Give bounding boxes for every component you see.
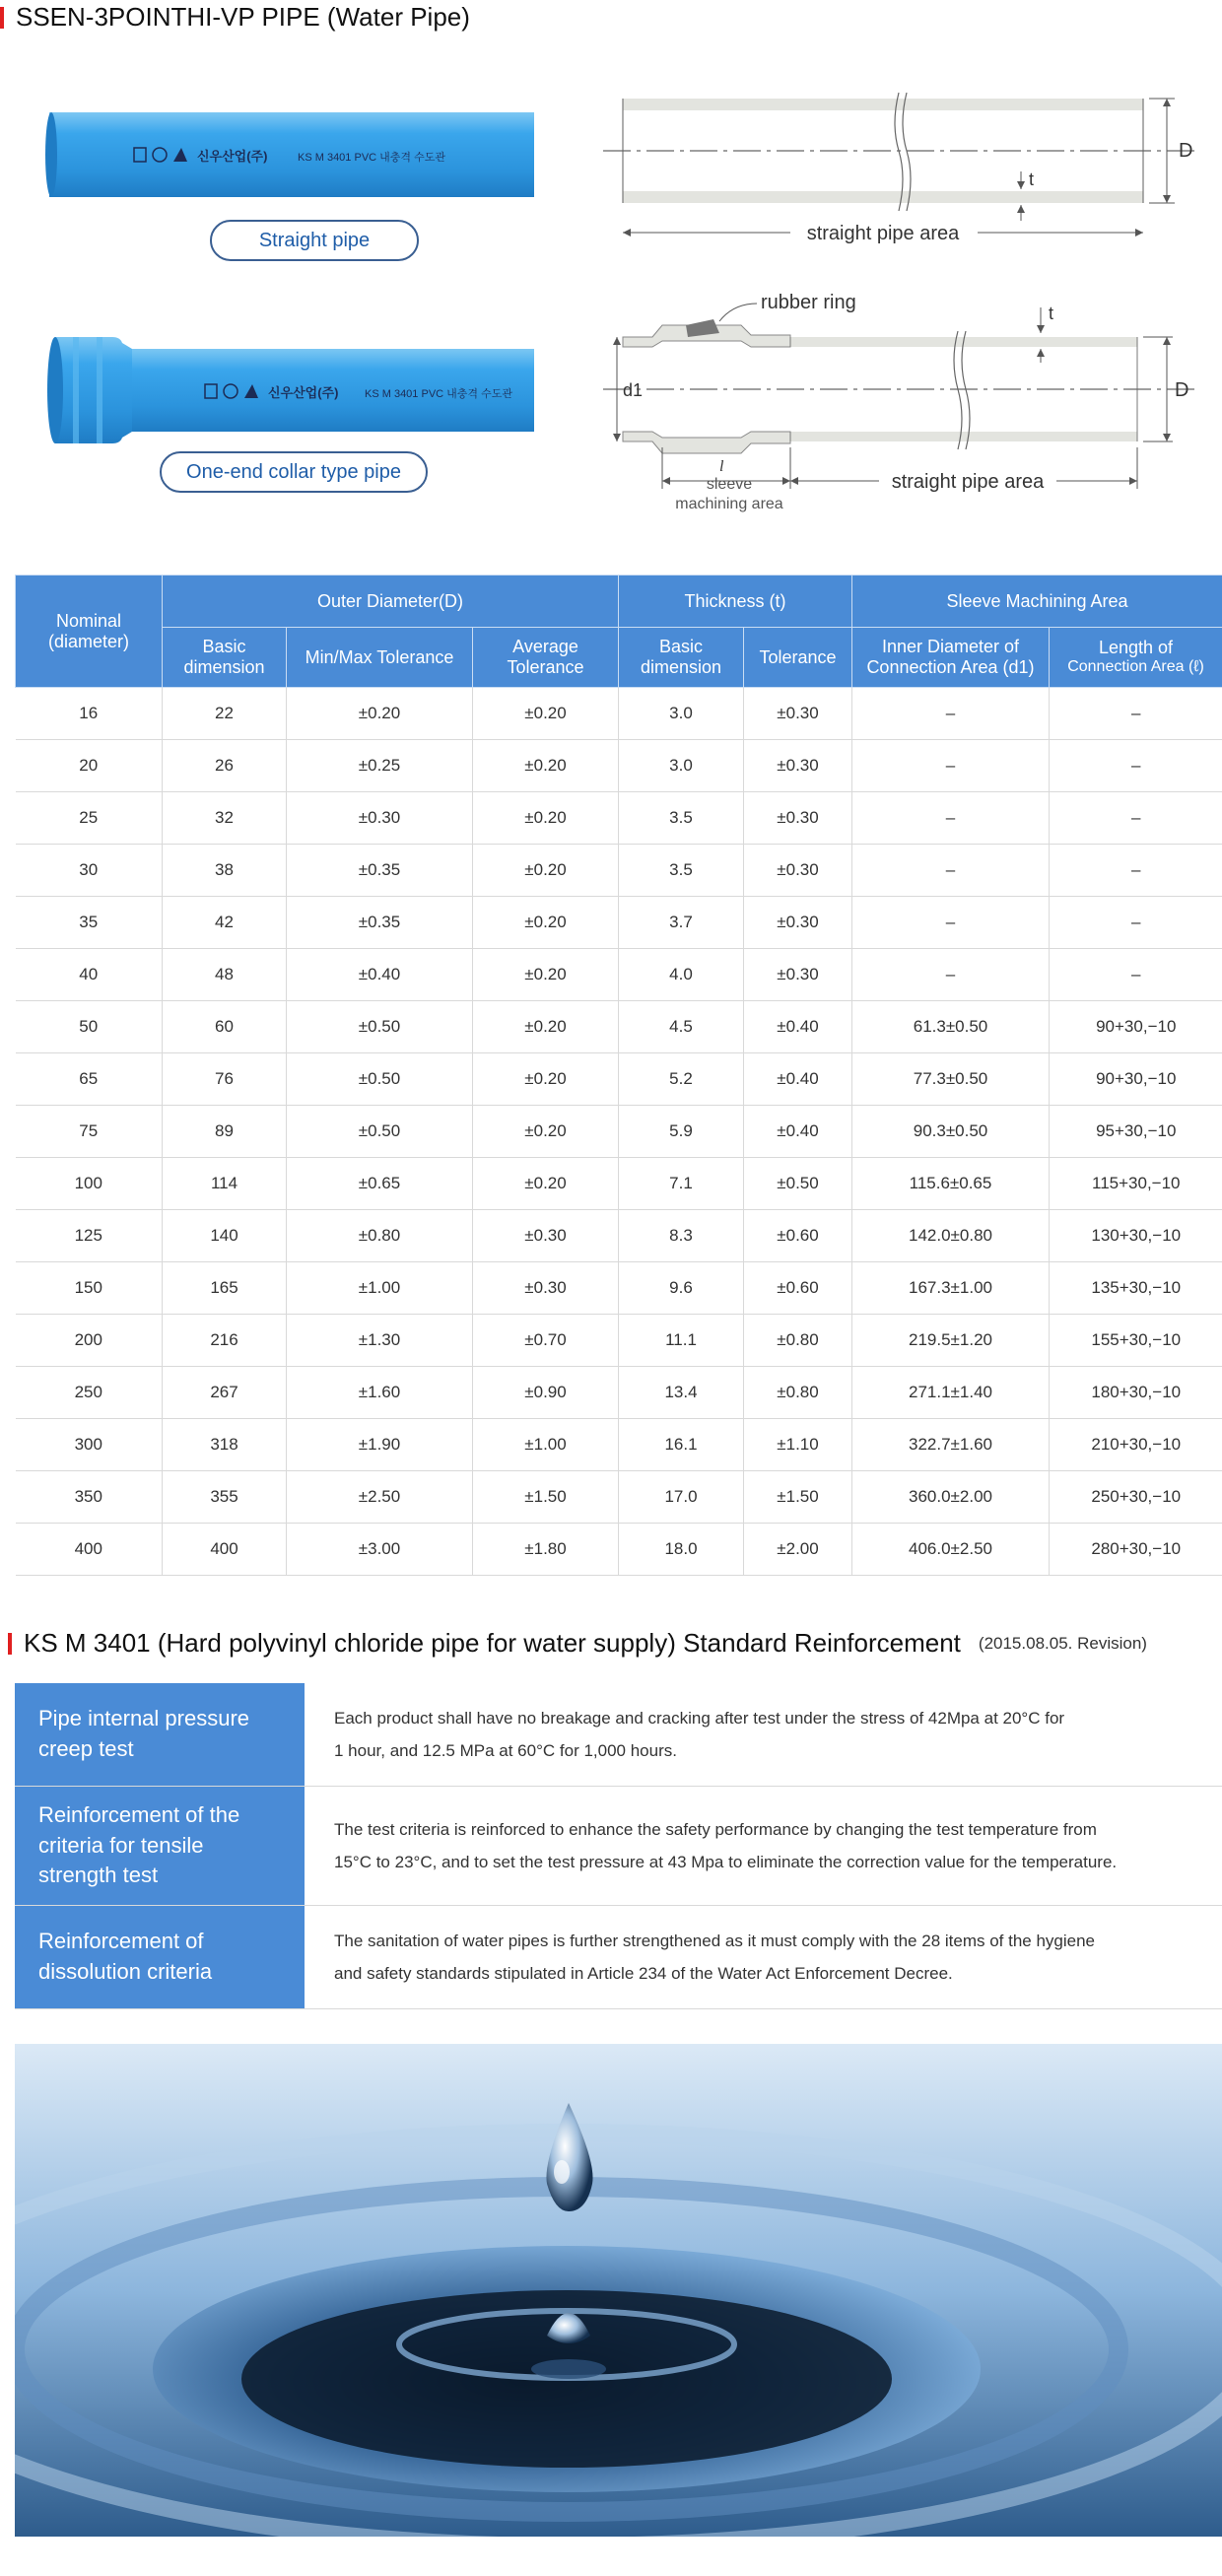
table-cell: 20: [16, 740, 163, 792]
table-cell: 50: [16, 1001, 163, 1053]
table-cell: 38: [163, 845, 287, 897]
collar-pipe-label: [160, 451, 428, 493]
table-cell: 95+30,−10: [1050, 1106, 1222, 1158]
table-cell: –: [1050, 740, 1222, 792]
table-cell: ±0.30: [473, 1262, 619, 1315]
collar-pipe-label-text: One-end collar type pipe: [186, 460, 401, 483]
table-cell: 26: [163, 740, 287, 792]
table-cell: ±1.00: [473, 1419, 619, 1471]
table-cell: ±0.30: [744, 688, 852, 740]
table-cell: 65: [16, 1053, 163, 1106]
table-row: [16, 1367, 1222, 1419]
table-cell: ±0.40: [744, 1106, 852, 1158]
table-cell: 77.3±0.50: [852, 1053, 1050, 1106]
table-cell: 114: [163, 1158, 287, 1210]
table-cell: 11.1: [619, 1315, 744, 1367]
table-row: [16, 688, 1222, 740]
reinforcement-head: [15, 1787, 305, 1905]
table-cell: 61.3±0.50: [852, 1001, 1050, 1053]
table-cell: 3.5: [619, 792, 744, 845]
table-cell: ±0.20: [473, 1158, 619, 1210]
straight-pipe-label: [210, 220, 419, 261]
table-cell: ±0.20: [473, 740, 619, 792]
rubber-ring-label: rubber ring: [761, 292, 856, 313]
table-cell: 150: [16, 1262, 163, 1315]
diagram2-dim-t: t: [1049, 304, 1054, 323]
table-cell: –: [1050, 897, 1222, 949]
table-cell: 48: [163, 949, 287, 1001]
header-length-line2: Connection Area (ℓ): [1067, 658, 1204, 676]
reinforcement-body-line2: 1 hour, and 12.5 MPa at 60°C for 1,000 hours.: [334, 1741, 677, 1760]
reinforcement-head-line2: creep test: [38, 1736, 134, 1761]
reinforcement-head-line1: Reinforcement of: [38, 1929, 204, 1954]
table-cell: –: [852, 845, 1050, 897]
reinforcement-head-line1: Reinforcement of the: [38, 1801, 240, 1827]
table-cell: 42: [163, 897, 287, 949]
header-avg-line1: Average: [512, 637, 578, 657]
reinforcement-body: [305, 1787, 1222, 1905]
table-row: [16, 1524, 1222, 1576]
table-cell: 280+30,−10: [1050, 1524, 1222, 1576]
table-cell: 3.5: [619, 845, 744, 897]
spec-table-body: [16, 688, 1222, 1576]
table-cell: ±0.60: [744, 1210, 852, 1262]
table-cell: 90.3±0.50: [852, 1106, 1050, 1158]
table-cell: 267: [163, 1367, 287, 1419]
table-cell: ±0.30: [744, 897, 852, 949]
table-cell: ±0.20: [287, 688, 473, 740]
table-cell: ±0.70: [473, 1315, 619, 1367]
table-cell: 60: [163, 1001, 287, 1053]
reinforcement-body: [305, 1683, 1222, 1786]
table-cell: 115.6±0.65: [852, 1158, 1050, 1210]
section-title-standard: [8, 1628, 1147, 1659]
table-cell: ±2.50: [287, 1471, 473, 1524]
table-cell: 125: [16, 1210, 163, 1262]
table-cell: 16.1: [619, 1419, 744, 1471]
table-cell: ±0.30: [744, 949, 852, 1001]
diagram1-dim-t: t: [1029, 169, 1035, 189]
table-cell: 271.1±1.40: [852, 1367, 1050, 1419]
table-cell: 75: [16, 1106, 163, 1158]
table-cell: 8.3: [619, 1210, 744, 1262]
header-basic-line2: dimension: [183, 657, 265, 677]
table-cell: ±0.80: [744, 1367, 852, 1419]
table-cell: 13.4: [619, 1367, 744, 1419]
table-row: [16, 1419, 1222, 1471]
table-cell: –: [1050, 845, 1222, 897]
table-cell: 90+30,−10: [1050, 1053, 1222, 1106]
table-cell: 5.9: [619, 1106, 744, 1158]
table-cell: 200: [16, 1315, 163, 1367]
table-cell: 30: [16, 845, 163, 897]
table-cell: 250+30,−10: [1050, 1471, 1222, 1524]
header-avg-line2: Tolerance: [507, 657, 584, 677]
table-cell: 300: [16, 1419, 163, 1471]
table-cell: 180+30,−10: [1050, 1367, 1222, 1419]
collar-pipe-image: [43, 331, 540, 449]
table-cell: 35: [16, 897, 163, 949]
diagram1-area-label: straight pipe area: [806, 223, 960, 244]
table-cell: 167.3±1.00: [852, 1262, 1050, 1315]
table-cell: 250: [16, 1367, 163, 1419]
section2-revision: (2015.08.05. Revision): [978, 1633, 1147, 1653]
sleeve-label-1: sleeve: [706, 476, 753, 493]
table-cell: ±1.30: [287, 1315, 473, 1367]
reinforcement-body-line1: The sanitation of water pipes is further strengthened as it must comply with the 28 items of the hygiene: [334, 1931, 1096, 1950]
table-cell: ±0.20: [473, 897, 619, 949]
section-title-pipe: [0, 2, 470, 33]
table-row: [16, 1053, 1222, 1106]
table-cell: 400: [163, 1524, 287, 1576]
header-sleeve: Sleeve Machining Area: [852, 576, 1222, 628]
diagram2-area-label: straight pipe area: [891, 471, 1045, 493]
table-cell: ±0.50: [744, 1158, 852, 1210]
header-thickness-tolerance: Tolerance: [744, 628, 852, 688]
header-basic-dimension: [163, 628, 287, 688]
table-cell: 318: [163, 1419, 287, 1471]
table-cell: 17.0: [619, 1471, 744, 1524]
table-row: [16, 845, 1222, 897]
title-accent-bar-2: [8, 1633, 12, 1655]
table-cell: ±0.40: [744, 1053, 852, 1106]
table-cell: 100: [16, 1158, 163, 1210]
table-cell: ±3.00: [287, 1524, 473, 1576]
reinforcement-row: [15, 1787, 1222, 1906]
table-row: [16, 949, 1222, 1001]
straight-pipe-image: [43, 106, 540, 205]
table-cell: 165: [163, 1262, 287, 1315]
table-cell: 3.0: [619, 688, 744, 740]
reinforcement-table: [15, 1683, 1222, 2009]
table-cell: ±1.00: [287, 1262, 473, 1315]
collar-pipe-print-text: KS M 3401 PVC 내충격 수도관: [365, 388, 512, 400]
table-cell: ±0.20: [473, 792, 619, 845]
table-cell: 355: [163, 1471, 287, 1524]
table-row: [16, 792, 1222, 845]
table-cell: 5.2: [619, 1053, 744, 1106]
header-tbasic-line2: dimension: [640, 657, 722, 677]
reinforcement-body-line2: and safety standards stipulated in Article 234 of the Water Act Enforcement Decree.: [334, 1964, 953, 1983]
table-cell: ±0.20: [473, 845, 619, 897]
reinforcement-body-line2: 15°C to 23°C, and to set the test pressure at 43 Mpa to eliminate the correction value for the temperature.: [334, 1853, 1118, 1871]
reinforcement-head-line2: dissolution criteria: [38, 1959, 213, 1984]
table-cell: ±1.90: [287, 1419, 473, 1471]
table-cell: 7.1: [619, 1158, 744, 1210]
table-cell: ±1.10: [744, 1419, 852, 1471]
table-cell: 406.0±2.50: [852, 1524, 1050, 1576]
straight-pipe-label-text: Straight pipe: [258, 229, 371, 251]
reinforcement-head: [15, 1906, 305, 2008]
table-cell: 9.6: [619, 1262, 744, 1315]
table-cell: 360.0±2.00: [852, 1471, 1050, 1524]
table-cell: 16: [16, 688, 163, 740]
reinforcement-head: [15, 1683, 305, 1786]
table-cell: ±0.20: [473, 1001, 619, 1053]
table-cell: ±0.50: [287, 1053, 473, 1106]
header-inner-diameter: [852, 628, 1050, 688]
reinforcement-body-line1: Each product shall have no breakage and cracking after test under the stress of 42Mpa at 20°C for: [334, 1708, 1065, 1728]
table-cell: –: [852, 740, 1050, 792]
header-inner-line2: Connection Area (d1): [866, 657, 1035, 677]
table-row: [16, 1471, 1222, 1524]
reinforcement-head-line3: strength test: [38, 1863, 159, 1888]
water-drop-image: [15, 2044, 1222, 2537]
table-row: [16, 1106, 1222, 1158]
table-cell: ±0.30: [287, 792, 473, 845]
reinforcement-head-line1: Pipe internal pressure: [38, 1706, 250, 1731]
table-cell: 219.5±1.20: [852, 1315, 1050, 1367]
table-cell: ±1.50: [473, 1471, 619, 1524]
table-cell: ±1.80: [473, 1524, 619, 1576]
diagram1-dim-D: D: [1179, 140, 1193, 162]
header-nominal-line1: Nominal: [55, 610, 122, 631]
table-cell: ±0.35: [287, 897, 473, 949]
table-cell: 350: [16, 1471, 163, 1524]
table-cell: –: [1050, 949, 1222, 1001]
table-cell: 18.0: [619, 1524, 744, 1576]
diagram2-dim-l: l: [719, 458, 724, 475]
table-row: [16, 740, 1222, 792]
header-basic-line1: Basic: [202, 637, 246, 657]
pipe-print-text: KS M 3401 PVC 내충격 수도관: [298, 152, 445, 164]
table-cell: ±0.30: [744, 792, 852, 845]
reinforcement-row: [15, 1683, 1222, 1787]
table-cell: 400: [16, 1524, 163, 1576]
table-cell: 216: [163, 1315, 287, 1367]
table-cell: –: [852, 949, 1050, 1001]
table-cell: ±0.50: [287, 1106, 473, 1158]
reinforcement-body: [305, 1906, 1222, 2008]
table-cell: 32: [163, 792, 287, 845]
table-cell: 89: [163, 1106, 287, 1158]
table-cell: 322.7±1.60: [852, 1419, 1050, 1471]
table-cell: 135+30,−10: [1050, 1262, 1222, 1315]
table-cell: –: [1050, 792, 1222, 845]
table-row: [16, 1262, 1222, 1315]
sleeve-label-2: machining area: [675, 496, 783, 512]
table-cell: ±0.30: [744, 845, 852, 897]
table-cell: 140: [163, 1210, 287, 1262]
table-cell: ±0.80: [287, 1210, 473, 1262]
table-cell: 130+30,−10: [1050, 1210, 1222, 1262]
table-cell: 115+30,−10: [1050, 1158, 1222, 1210]
table-cell: –: [852, 688, 1050, 740]
diagram2-dim-D: D: [1175, 379, 1189, 401]
table-cell: ±0.20: [473, 949, 619, 1001]
table-row: [16, 1210, 1222, 1262]
section-title-text: SSEN-3POINTHI-VP PIPE (Water Pipe): [16, 2, 470, 32]
header-thickness-basic: [619, 628, 744, 688]
table-cell: ±0.25: [287, 740, 473, 792]
table-cell: ±0.80: [744, 1315, 852, 1367]
table-cell: ±0.30: [744, 740, 852, 792]
table-cell: 142.0±0.80: [852, 1210, 1050, 1262]
title-accent-bar: [0, 7, 4, 29]
table-cell: ±0.35: [287, 845, 473, 897]
table-cell: ±1.60: [287, 1367, 473, 1419]
table-cell: ±0.40: [744, 1001, 852, 1053]
table-cell: –: [852, 897, 1050, 949]
table-cell: ±0.65: [287, 1158, 473, 1210]
header-outer-diameter: Outer Diameter(D): [163, 576, 619, 628]
header-nominal-line2: (diameter): [47, 631, 130, 651]
reinforcement-head-line2: criteria for tensile: [38, 1832, 204, 1858]
table-cell: 76: [163, 1053, 287, 1106]
table-cell: ±0.40: [287, 949, 473, 1001]
reinforcement-row: [15, 1906, 1222, 2009]
table-cell: ±0.30: [473, 1210, 619, 1262]
header-length: [1050, 628, 1222, 688]
table-cell: 155+30,−10: [1050, 1315, 1222, 1367]
header-length-line1: Length of: [1098, 638, 1174, 658]
straight-pipe-diagram: [603, 85, 1202, 262]
table-cell: 90+30,−10: [1050, 1001, 1222, 1053]
table-cell: 22: [163, 688, 287, 740]
header-thickness: Thickness (t): [619, 576, 852, 628]
table-cell: ±2.00: [744, 1524, 852, 1576]
table-cell: 40: [16, 949, 163, 1001]
table-cell: 210+30,−10: [1050, 1419, 1222, 1471]
header-inner-line1: Inner Diameter of: [881, 637, 1020, 657]
table-row: [16, 1315, 1222, 1367]
spec-table: [15, 575, 1222, 1576]
table-cell: 3.0: [619, 740, 744, 792]
table-row: [16, 897, 1222, 949]
table-cell: ±0.60: [744, 1262, 852, 1315]
table-cell: 25: [16, 792, 163, 845]
section2-title-text: KS M 3401 (Hard polyvinyl chloride pipe for water supply) Standard Reinforcement: [24, 1628, 961, 1658]
header-tbasic-line1: Basic: [658, 637, 703, 657]
table-cell: 3.7: [619, 897, 744, 949]
table-row: [16, 1158, 1222, 1210]
table-row: [16, 1001, 1222, 1053]
table-cell: ±0.20: [473, 688, 619, 740]
table-cell: –: [852, 792, 1050, 845]
pipe-brand-text: 신우산업(주): [197, 149, 268, 164]
collar-pipe-diagram: [603, 286, 1202, 522]
table-cell: ±0.20: [473, 1053, 619, 1106]
table-cell: ±0.50: [287, 1001, 473, 1053]
table-cell: 4.0: [619, 949, 744, 1001]
table-cell: 4.5: [619, 1001, 744, 1053]
collar-pipe-brand-text: 신우산업(주): [268, 385, 339, 400]
table-cell: ±0.20: [473, 1106, 619, 1158]
table-cell: ±1.50: [744, 1471, 852, 1524]
header-average-tolerance: [473, 628, 619, 688]
header-minmax-tolerance: Min/Max Tolerance: [287, 628, 473, 688]
table-cell: –: [1050, 688, 1222, 740]
reinforcement-body-line1: The test criteria is reinforced to enhance the safety performance by changing the test temperature from: [334, 1819, 1097, 1839]
table-cell: ±0.90: [473, 1367, 619, 1419]
diagram2-dim-d1: d1: [623, 380, 644, 400]
header-nominal: [16, 576, 163, 688]
